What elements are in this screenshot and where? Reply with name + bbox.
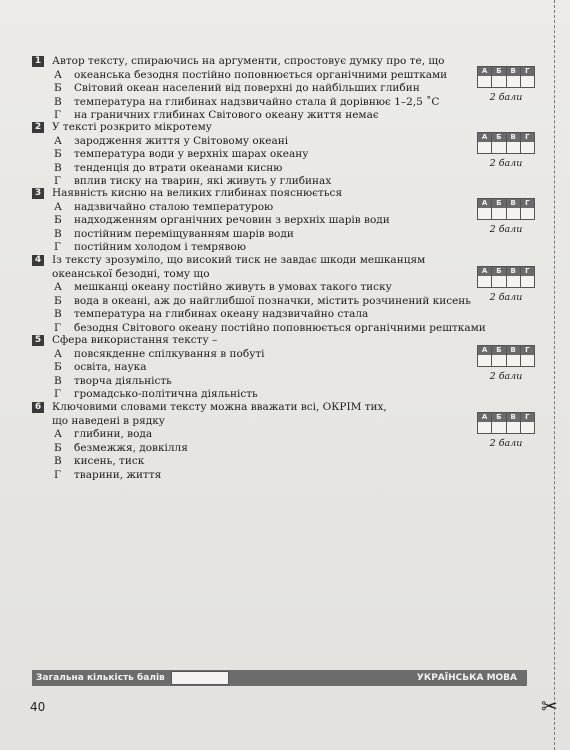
question-prompt bbox=[52, 55, 444, 69]
option-letter: А bbox=[54, 68, 62, 81]
option-text: безодня Світового океану постійно поповнюється органічними рештками bbox=[74, 321, 486, 334]
answer-checkbox[interactable] bbox=[492, 142, 505, 153]
answer-option bbox=[32, 348, 472, 362]
answer-cell-letter: Г bbox=[521, 199, 534, 208]
answer-cell-letter: Г bbox=[521, 346, 534, 355]
answer-cell[interactable] bbox=[478, 67, 492, 87]
answer-option bbox=[32, 228, 472, 242]
option-text: постійним холодом і темрявою bbox=[74, 241, 246, 253]
answer-checkbox[interactable] bbox=[507, 142, 520, 153]
question-prompt bbox=[52, 334, 217, 348]
answer-cell[interactable] bbox=[507, 67, 521, 87]
answer-checkbox[interactable] bbox=[521, 142, 534, 153]
answer-cell-letter: В bbox=[507, 133, 520, 142]
answer-option bbox=[32, 308, 472, 322]
answer-cell[interactable] bbox=[492, 267, 506, 287]
answer-cell[interactable] bbox=[478, 346, 492, 366]
answer-option bbox=[32, 82, 472, 96]
answer-checkbox[interactable] bbox=[478, 208, 491, 219]
question-prompt-line: Сфера використання тексту – bbox=[52, 334, 218, 346]
option-text: творча діяльність bbox=[74, 374, 172, 387]
answer-option bbox=[32, 442, 472, 456]
answer-grid bbox=[477, 412, 535, 434]
answer-cell-letter: Г bbox=[521, 413, 534, 422]
question-header bbox=[32, 187, 472, 201]
question-prompt bbox=[52, 121, 212, 135]
option-text: зародження життя у Світовому океані bbox=[74, 134, 289, 147]
question-header bbox=[32, 334, 472, 348]
answer-option bbox=[32, 321, 486, 336]
question-number-badge: 3 bbox=[32, 188, 44, 199]
points-label: 2 бали bbox=[489, 158, 523, 169]
option-text: повсякденне спілкування в побуті bbox=[74, 347, 265, 360]
answer-cell-letter: Б bbox=[492, 413, 505, 422]
answer-option bbox=[32, 135, 472, 149]
option-text: освіта, наука bbox=[74, 361, 147, 373]
question-prompt-line: океанської безодні, тому що bbox=[52, 267, 210, 280]
answer-option bbox=[32, 162, 472, 176]
option-text: глибини, вода bbox=[74, 428, 153, 440]
answer-option bbox=[32, 281, 472, 295]
option-letter: Б bbox=[54, 361, 62, 373]
question-prompt bbox=[52, 254, 425, 281]
answer-cell[interactable] bbox=[478, 133, 492, 153]
points-label: 2 бали bbox=[489, 292, 523, 303]
answer-cell[interactable] bbox=[492, 413, 506, 433]
answer-cell[interactable] bbox=[478, 413, 492, 433]
answer-cell[interactable] bbox=[521, 67, 534, 87]
question-header bbox=[32, 55, 472, 69]
answer-checkbox[interactable] bbox=[507, 355, 520, 366]
answer-cell-letter: Б bbox=[492, 267, 505, 276]
option-letter: В bbox=[54, 374, 62, 387]
answer-cell-letter: А bbox=[478, 267, 491, 276]
answer-checkbox[interactable] bbox=[492, 276, 505, 287]
answer-cell-letter: В bbox=[507, 346, 520, 355]
answer-cell-letter: В bbox=[507, 67, 520, 76]
answer-cell-letter: Б bbox=[492, 199, 505, 208]
question-header bbox=[32, 254, 472, 281]
option-letter: В bbox=[54, 455, 62, 467]
question-header bbox=[32, 401, 472, 428]
question-5 bbox=[32, 334, 472, 402]
cut-line bbox=[554, 0, 555, 750]
question-4 bbox=[32, 254, 486, 335]
answer-option bbox=[32, 455, 472, 469]
answer-checkbox[interactable] bbox=[478, 422, 491, 433]
answer-cell[interactable] bbox=[507, 267, 521, 287]
answer-checkbox[interactable] bbox=[507, 208, 520, 219]
answer-checkbox[interactable] bbox=[507, 276, 520, 287]
answer-option bbox=[32, 428, 472, 442]
option-letter: Б bbox=[54, 214, 62, 226]
answer-checkbox[interactable] bbox=[521, 76, 534, 87]
question-header bbox=[32, 121, 472, 135]
answer-cell-letter: А bbox=[478, 133, 491, 142]
question-1 bbox=[32, 55, 472, 123]
answer-checkbox[interactable] bbox=[478, 355, 491, 366]
option-letter: Г bbox=[54, 241, 61, 253]
answer-cell-letter: Г bbox=[521, 267, 534, 276]
answer-cell-letter: Г bbox=[521, 133, 534, 142]
total-points-label: Загальна кількість балів bbox=[36, 673, 165, 683]
answer-cell[interactable] bbox=[492, 199, 506, 219]
footer-bar bbox=[32, 670, 527, 686]
answer-grid bbox=[477, 132, 535, 154]
question-number-badge: 5 bbox=[32, 335, 44, 346]
answer-cell-letter: В bbox=[507, 413, 520, 422]
option-text: безмежжя, довкілля bbox=[74, 441, 188, 454]
option-letter: В bbox=[54, 95, 62, 108]
option-text: кисень, тиск bbox=[74, 455, 145, 467]
question-number-badge: 6 bbox=[32, 402, 44, 413]
points-label: 2 бали bbox=[489, 371, 523, 382]
answer-checkbox[interactable] bbox=[521, 208, 534, 219]
question-2 bbox=[32, 121, 472, 189]
answer-cell[interactable] bbox=[521, 267, 534, 287]
answer-checkbox[interactable] bbox=[478, 76, 491, 87]
question-prompt-line: Наявність кисню на великих глибинах пояснюється bbox=[52, 187, 343, 199]
answer-option bbox=[32, 388, 472, 402]
option-text: надходженням органічних речовин з верхніх шарів води bbox=[74, 214, 390, 226]
answer-cell[interactable] bbox=[521, 199, 534, 219]
answer-option bbox=[32, 469, 472, 483]
option-text: на граничних глибинах Світового океану життя немає bbox=[74, 109, 379, 121]
answer-grid-4 bbox=[476, 266, 536, 303]
option-text: мешканці океану постійно живуть в умовах такого тиску bbox=[74, 281, 392, 293]
answer-cell-letter: В bbox=[507, 267, 520, 276]
option-letter: А bbox=[54, 134, 62, 147]
option-letter: Б bbox=[54, 294, 62, 307]
question-prompt-line: що наведені в рядку bbox=[52, 414, 165, 427]
answer-cell[interactable] bbox=[492, 133, 506, 153]
answer-option bbox=[32, 361, 472, 375]
answer-option bbox=[32, 201, 472, 215]
answer-checkbox[interactable] bbox=[507, 422, 520, 433]
answer-option bbox=[32, 69, 472, 83]
option-text: тварини, життя bbox=[74, 468, 162, 481]
answer-option bbox=[32, 295, 472, 309]
question-prompt-line: Автор тексту, спираючись на аргументи, спростовує думку про те, що bbox=[52, 55, 445, 67]
answer-grid-2 bbox=[476, 132, 536, 169]
option-text: Світовий океан населений від поверхні до найбільших глибин bbox=[74, 82, 420, 94]
answer-grid-6 bbox=[476, 412, 536, 449]
total-points-field[interactable] bbox=[171, 671, 229, 685]
answer-cell[interactable] bbox=[507, 199, 521, 219]
page-number: 40 bbox=[30, 700, 46, 714]
answer-cell-letter: Г bbox=[521, 67, 534, 76]
answer-cell-letter: А bbox=[478, 199, 491, 208]
option-letter: Б bbox=[54, 82, 62, 94]
answer-cell-letter: А bbox=[478, 346, 491, 355]
answer-cell[interactable] bbox=[478, 199, 492, 219]
option-text: температура на глибинах надзвичайно стала й дорівнює 1–2,5 ˚С bbox=[74, 95, 440, 108]
answer-cell[interactable] bbox=[478, 267, 492, 287]
answer-cell[interactable] bbox=[507, 346, 521, 366]
option-letter: В bbox=[54, 227, 62, 240]
answer-cell[interactable] bbox=[507, 413, 521, 433]
answer-cell[interactable] bbox=[521, 133, 534, 153]
scissors-icon: ✂ bbox=[541, 694, 558, 718]
option-text: надзвичайно сталою температурою bbox=[74, 200, 274, 213]
answer-grid bbox=[477, 345, 535, 367]
option-text: вплив тиску на тварин, які живуть у глибинах bbox=[74, 175, 332, 187]
option-letter: А bbox=[54, 281, 62, 293]
option-text: температура води у верхніх шарах океану bbox=[74, 148, 309, 160]
answer-cell[interactable] bbox=[492, 346, 506, 366]
option-letter: В bbox=[54, 161, 62, 174]
answer-checkbox[interactable] bbox=[521, 355, 534, 366]
option-letter: Б bbox=[54, 148, 62, 160]
answer-grid-3 bbox=[476, 198, 536, 235]
option-letter: Г bbox=[54, 468, 61, 481]
option-text: постійним переміщуванням шарів води bbox=[74, 227, 294, 240]
answer-cell[interactable] bbox=[492, 67, 506, 87]
answer-checkbox[interactable] bbox=[507, 76, 520, 87]
option-letter: А bbox=[54, 200, 62, 213]
answer-checkbox[interactable] bbox=[492, 208, 505, 219]
option-text: громадсько-політична діяльність bbox=[74, 388, 258, 400]
option-letter: Г bbox=[54, 175, 61, 187]
option-letter: Г bbox=[54, 109, 61, 121]
option-letter: А bbox=[54, 428, 62, 440]
option-text: тенденція до втрати океанами кисню bbox=[74, 161, 283, 174]
question-number-badge: 1 bbox=[32, 56, 44, 67]
answer-option bbox=[32, 96, 472, 110]
option-letter: Г bbox=[54, 321, 61, 334]
answer-checkbox[interactable] bbox=[492, 422, 505, 433]
option-letter: Г bbox=[54, 388, 61, 400]
answer-option bbox=[32, 214, 472, 228]
answer-option bbox=[32, 241, 472, 255]
option-letter: Б bbox=[54, 441, 62, 454]
question-prompt-line: У тексті розкрито мікротему bbox=[52, 121, 212, 133]
answer-cell[interactable] bbox=[521, 346, 534, 366]
answer-checkbox[interactable] bbox=[521, 276, 534, 287]
answer-grid bbox=[477, 266, 535, 288]
option-text: океанська безодня постійно поповнюється органічними рештками bbox=[74, 68, 448, 81]
answer-cell[interactable] bbox=[507, 133, 521, 153]
points-label: 2 бали bbox=[489, 438, 523, 449]
answer-cell-letter: А bbox=[478, 67, 491, 76]
answer-option bbox=[32, 148, 472, 162]
option-letter: В bbox=[54, 308, 62, 320]
question-3 bbox=[32, 187, 472, 255]
question-prompt bbox=[52, 401, 387, 428]
question-prompt-line: Із тексту зрозуміло, що високий тиск не завдає шкоди мешканцям bbox=[52, 254, 426, 266]
option-text: вода в океані, аж до найглибшої позначки, містить розчинений кисень bbox=[74, 294, 472, 307]
answer-cell-letter: А bbox=[478, 413, 491, 422]
answer-cell-letter: В bbox=[507, 199, 520, 208]
answer-cell-letter: Б bbox=[492, 67, 505, 76]
answer-grid-5 bbox=[476, 345, 536, 382]
answer-option bbox=[32, 375, 472, 389]
question-number-badge: 4 bbox=[32, 255, 44, 266]
answer-checkbox[interactable] bbox=[521, 422, 534, 433]
answer-checkbox[interactable] bbox=[478, 142, 491, 153]
question-6 bbox=[32, 401, 472, 482]
subject-label: УКРАЇНСЬКА МОВА bbox=[416, 673, 517, 683]
answer-grid bbox=[477, 198, 535, 220]
question-number-badge: 2 bbox=[32, 122, 44, 133]
answer-checkbox[interactable] bbox=[492, 76, 505, 87]
option-letter: А bbox=[54, 347, 62, 360]
points-label: 2 бали bbox=[489, 92, 523, 103]
answer-checkbox[interactable] bbox=[478, 276, 491, 287]
answer-cell[interactable] bbox=[521, 413, 534, 433]
answer-grid-1 bbox=[476, 66, 536, 103]
answer-cell-letter: Б bbox=[492, 133, 505, 142]
answer-checkbox[interactable] bbox=[492, 355, 505, 366]
points-label: 2 бали bbox=[489, 224, 523, 235]
answer-grid bbox=[477, 66, 535, 88]
question-prompt-line: Ключовими словами тексту можна вважати всі, ОКРІМ тих, bbox=[52, 401, 387, 413]
question-prompt bbox=[52, 187, 342, 201]
answer-cell-letter: Б bbox=[492, 346, 505, 355]
option-text: температура на глибинах океану надзвичайно стала bbox=[74, 308, 369, 320]
